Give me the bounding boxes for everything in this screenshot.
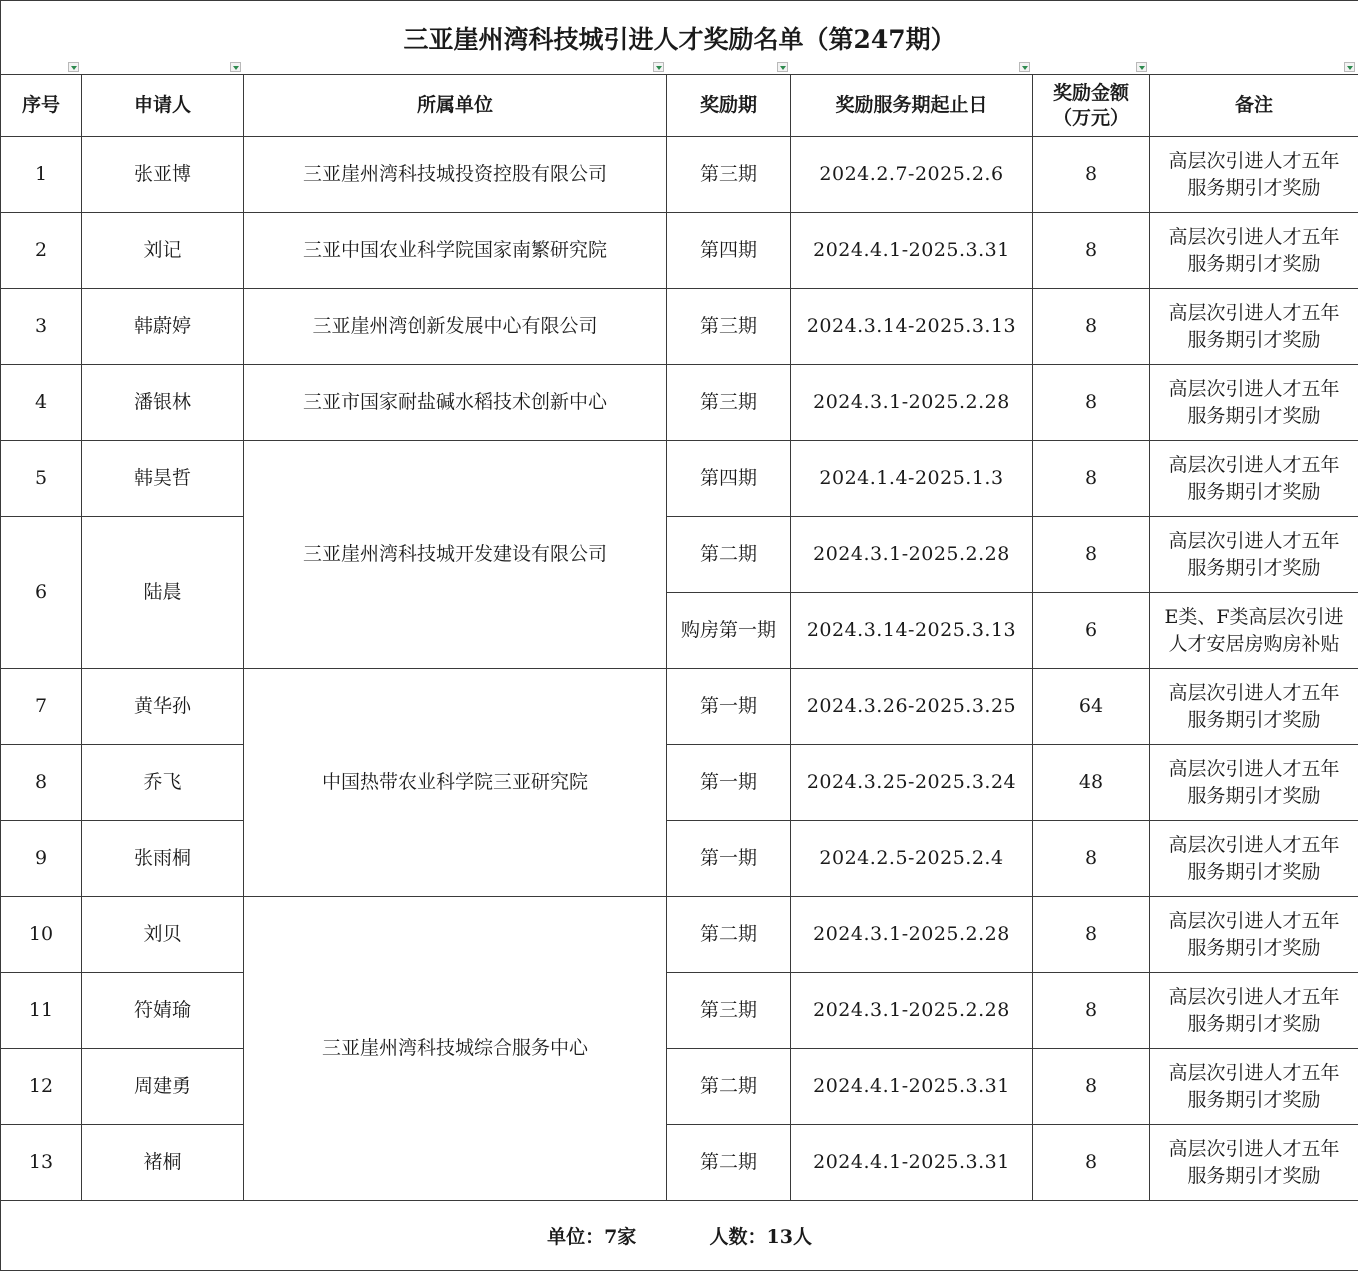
- applicant-cell: 张雨桐: [82, 821, 244, 897]
- header-applicant: 申请人: [82, 75, 244, 137]
- period-cell: 购房第一期: [667, 593, 791, 669]
- amount-cell: 8: [1033, 821, 1150, 897]
- service-period-cell: 2024.3.14-2025.3.13: [791, 289, 1033, 365]
- applicant-cell: 乔飞: [82, 745, 244, 821]
- service-period-cell: 2024.2.5-2025.2.4: [791, 821, 1033, 897]
- seq-cell: 7: [1, 669, 82, 745]
- table-row: [1, 1049, 1358, 1125]
- applicant-cell: 刘贝: [82, 897, 244, 973]
- seq-cell: 5: [1, 441, 82, 517]
- table-row: [1, 897, 1358, 973]
- table-title-cell: [1, 1, 1358, 75]
- filter-dropdown-icon[interactable]: [1019, 62, 1030, 72]
- table-row: [1, 1125, 1358, 1201]
- people-count: 人数：13人: [709, 1226, 812, 1248]
- summary-footer: [1, 1201, 1358, 1271]
- amount-cell: 8: [1033, 517, 1150, 593]
- remark-cell: 高层次引进人才五年 服务期引才奖励: [1150, 289, 1358, 365]
- amount-cell: 8: [1033, 213, 1150, 289]
- applicant-cell: 黄华孙: [82, 669, 244, 745]
- filter-dropdown-icon[interactable]: [230, 62, 241, 72]
- amount-cell: 8: [1033, 897, 1150, 973]
- period-cell: 第一期: [667, 669, 791, 745]
- applicant-cell: 陆晨: [82, 517, 244, 669]
- seq-cell: 9: [1, 821, 82, 897]
- filter-dropdown-icon[interactable]: [68, 62, 79, 72]
- header-service-period: 奖励服务期起止日: [791, 75, 1033, 137]
- seq-cell: 13: [1, 1125, 82, 1201]
- amount-cell: 48: [1033, 745, 1150, 821]
- header-row: [1, 75, 1358, 137]
- unit-cell: 中国热带农业科学院三亚研究院: [244, 669, 667, 897]
- applicant-cell: 潘银林: [82, 365, 244, 441]
- table-row: [1, 517, 1358, 593]
- period-cell: 第三期: [667, 365, 791, 441]
- table-row: [1, 213, 1358, 289]
- header-period: 奖励期: [667, 75, 791, 137]
- seq-cell: 10: [1, 897, 82, 973]
- unit-cell: 三亚崖州湾科技城综合服务中心: [244, 897, 667, 1201]
- amount-cell: 64: [1033, 669, 1150, 745]
- unit-cell: 三亚中国农业科学院国家南繁研究院: [244, 213, 667, 289]
- filter-dropdown-icon[interactable]: [1344, 62, 1355, 72]
- period-cell: 第二期: [667, 1125, 791, 1201]
- table-row: [1, 365, 1358, 441]
- seq-cell: 11: [1, 973, 82, 1049]
- unit-count: 单位：7家: [547, 1226, 637, 1248]
- unit-cell: 三亚市国家耐盐碱水稻技术创新中心: [244, 365, 667, 441]
- header-remark: 备注: [1150, 75, 1358, 137]
- page-title: 三亚崖州湾科技城引进人才奖励名单（第247期）: [403, 24, 956, 54]
- remark-cell: 高层次引进人才五年 服务期引才奖励: [1150, 441, 1358, 517]
- unit-cell: 三亚崖州湾科技城投资控股有限公司: [244, 137, 667, 213]
- remark-cell: 高层次引进人才五年 服务期引才奖励: [1150, 745, 1358, 821]
- period-cell: 第三期: [667, 973, 791, 1049]
- remark-cell: 高层次引进人才五年 服务期引才奖励: [1150, 973, 1358, 1049]
- period-cell: 第四期: [667, 441, 791, 517]
- period-cell: 第三期: [667, 289, 791, 365]
- applicant-cell: 韩昊哲: [82, 441, 244, 517]
- service-period-cell: 2024.1.4-2025.1.3: [791, 441, 1033, 517]
- amount-cell: 8: [1033, 1049, 1150, 1125]
- seq-cell: 6: [1, 517, 82, 669]
- filter-dropdown-icon[interactable]: [777, 62, 788, 72]
- period-cell: 第三期: [667, 137, 791, 213]
- seq-cell: 3: [1, 289, 82, 365]
- remark-cell: 高层次引进人才五年 服务期引才奖励: [1150, 137, 1358, 213]
- table-row: [1, 745, 1358, 821]
- remark-cell: 高层次引进人才五年 服务期引才奖励: [1150, 1049, 1358, 1125]
- seq-cell: 4: [1, 365, 82, 441]
- table-row: [1, 973, 1358, 1049]
- period-cell: 第一期: [667, 821, 791, 897]
- seq-cell: 2: [1, 213, 82, 289]
- applicant-cell: 刘记: [82, 213, 244, 289]
- service-period-cell: 2024.4.1-2025.3.31: [791, 1125, 1033, 1201]
- applicant-cell: 张亚博: [82, 137, 244, 213]
- table-row: [1, 441, 1358, 517]
- service-period-cell: 2024.3.26-2025.3.25: [791, 669, 1033, 745]
- applicant-cell: 褚桐: [82, 1125, 244, 1201]
- remark-cell: 高层次引进人才五年 服务期引才奖励: [1150, 517, 1358, 593]
- unit-cell: 三亚崖州湾科技城开发建设有限公司: [244, 441, 667, 669]
- service-period-cell: 2024.3.1-2025.2.28: [791, 365, 1033, 441]
- filter-dropdown-icon[interactable]: [1136, 62, 1147, 72]
- table-row: [1, 669, 1358, 745]
- amount-cell: 8: [1033, 365, 1150, 441]
- remark-cell: 高层次引进人才五年 服务期引才奖励: [1150, 897, 1358, 973]
- remark-cell: 高层次引进人才五年 服务期引才奖励: [1150, 213, 1358, 289]
- service-period-cell: 2024.3.1-2025.2.28: [791, 973, 1033, 1049]
- header-unit: 所属单位: [244, 75, 667, 137]
- table-row: [1, 821, 1358, 897]
- service-period-cell: 2024.4.1-2025.3.31: [791, 1049, 1033, 1125]
- period-cell: 第一期: [667, 745, 791, 821]
- applicant-cell: 周建勇: [82, 1049, 244, 1125]
- header-amount: 奖励金额 （万元）: [1033, 75, 1150, 137]
- service-period-cell: 2024.4.1-2025.3.31: [791, 213, 1033, 289]
- applicant-cell: 韩蔚婷: [82, 289, 244, 365]
- service-period-cell: 2024.3.1-2025.2.28: [791, 517, 1033, 593]
- amount-cell: 6: [1033, 593, 1150, 669]
- seq-cell: 8: [1, 745, 82, 821]
- seq-cell: 12: [1, 1049, 82, 1125]
- remark-cell: 高层次引进人才五年 服务期引才奖励: [1150, 669, 1358, 745]
- amount-cell: 8: [1033, 137, 1150, 213]
- filter-dropdown-icon[interactable]: [653, 62, 664, 72]
- service-period-cell: 2024.3.25-2025.3.24: [791, 745, 1033, 821]
- amount-cell: 8: [1033, 289, 1150, 365]
- period-cell: 第二期: [667, 1049, 791, 1125]
- remark-cell: 高层次引进人才五年 服务期引才奖励: [1150, 821, 1358, 897]
- unit-cell: 三亚崖州湾创新发展中心有限公司: [244, 289, 667, 365]
- period-cell: 第二期: [667, 517, 791, 593]
- remark-cell: 高层次引进人才五年 服务期引才奖励: [1150, 1125, 1358, 1201]
- service-period-cell: 2024.3.1-2025.2.28: [791, 897, 1033, 973]
- seq-cell: 1: [1, 137, 82, 213]
- amount-cell: 8: [1033, 1125, 1150, 1201]
- remark-cell: 高层次引进人才五年 服务期引才奖励: [1150, 365, 1358, 441]
- period-cell: 第四期: [667, 213, 791, 289]
- table-row: [1, 289, 1358, 365]
- service-period-cell: 2024.3.14-2025.3.13: [791, 593, 1033, 669]
- remark-cell: E类、F类高层次引进 人才安居房购房补贴: [1150, 593, 1358, 669]
- header-seq: 序号: [1, 75, 82, 137]
- service-period-cell: 2024.2.7-2025.2.6: [791, 137, 1033, 213]
- amount-cell: 8: [1033, 973, 1150, 1049]
- table-row: [1, 137, 1358, 213]
- period-cell: 第二期: [667, 897, 791, 973]
- amount-cell: 8: [1033, 441, 1150, 517]
- applicant-cell: 符婧瑜: [82, 973, 244, 1049]
